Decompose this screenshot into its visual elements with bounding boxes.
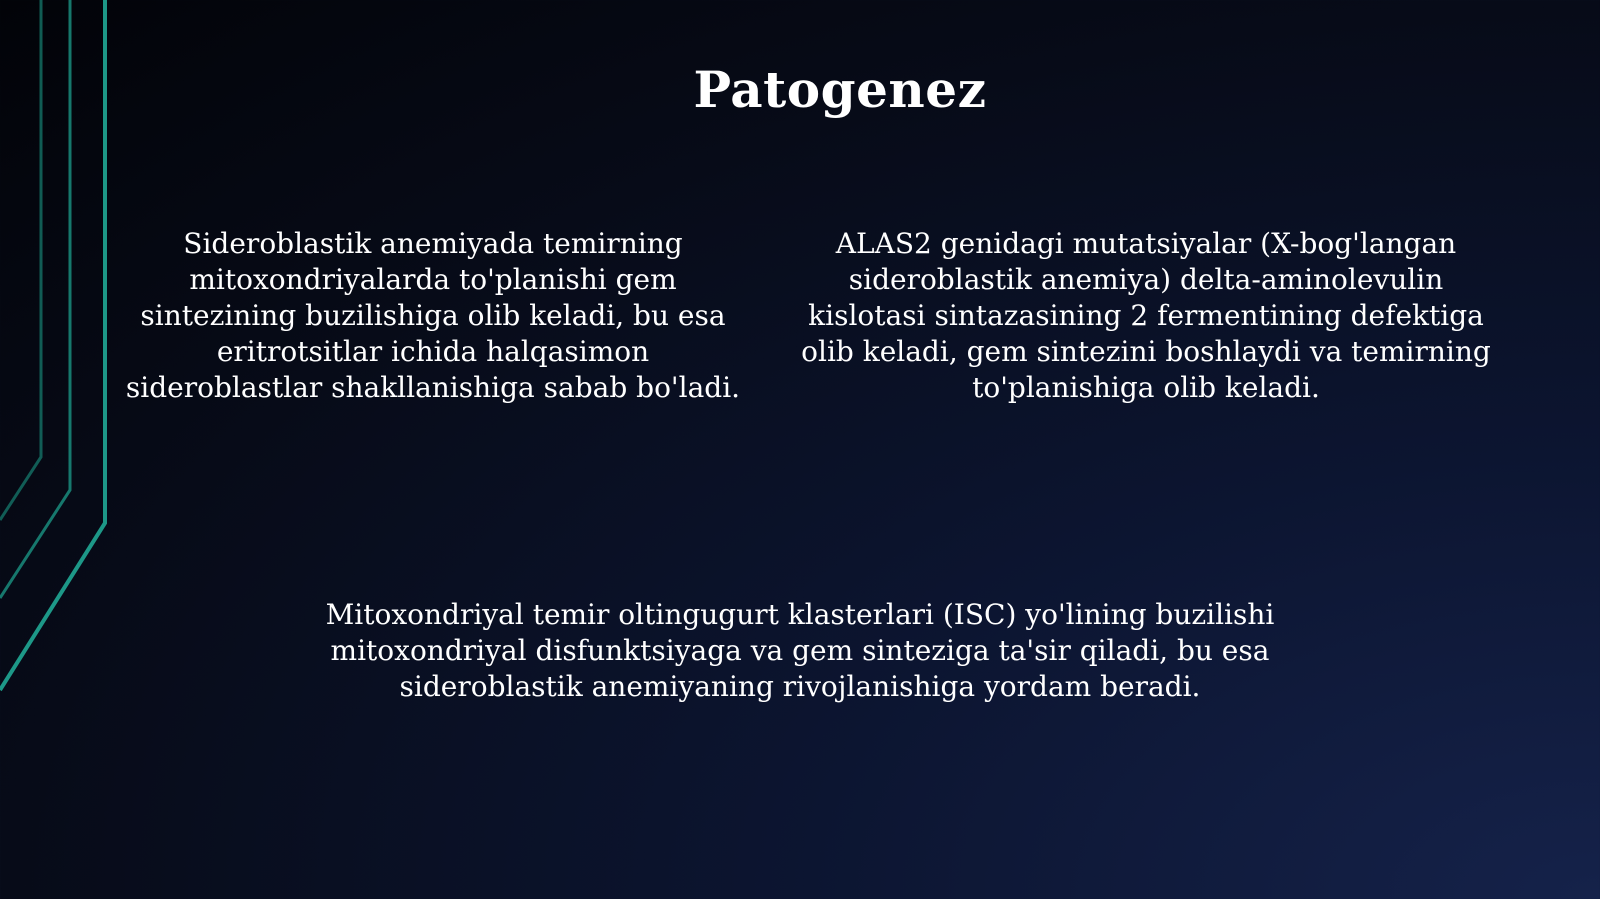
- slide-title: Patogenez: [693, 60, 987, 119]
- decorative-accent-lines: [0, 0, 130, 899]
- paragraph-sideroblast-accumulation: Sideroblastik anemiyada temirning mitoxondriyalarda to'planishi gem sintezining buzilishiga olib keladi, bu esa eritrotsitlar ichida halqasimon sideroblastlar shakllanishiga sabab bo'ladi.: [125, 227, 741, 404]
- paragraph-isc-pathway: Mitoxondriyal temir oltingugurt klasterlari (ISC) yo'lining buzilishi mitoxondriyal disfunktsiyaga va gem sinteziga ta'sir qiladi, bu esa sideroblastik anemiyaning rivojlanishiga yordam beradi.: [325, 598, 1275, 703]
- paragraph-alas2-mutations: ALAS2 genidagi mutatsiyalar (X-bog'langan sideroblastik anemiya) delta-aminolevulin kislotasi sintazasining 2 fermentining defektiga olib keladi, gem sintezini boshlaydi va temirning to'planishiga olib keladi.: [801, 227, 1491, 404]
